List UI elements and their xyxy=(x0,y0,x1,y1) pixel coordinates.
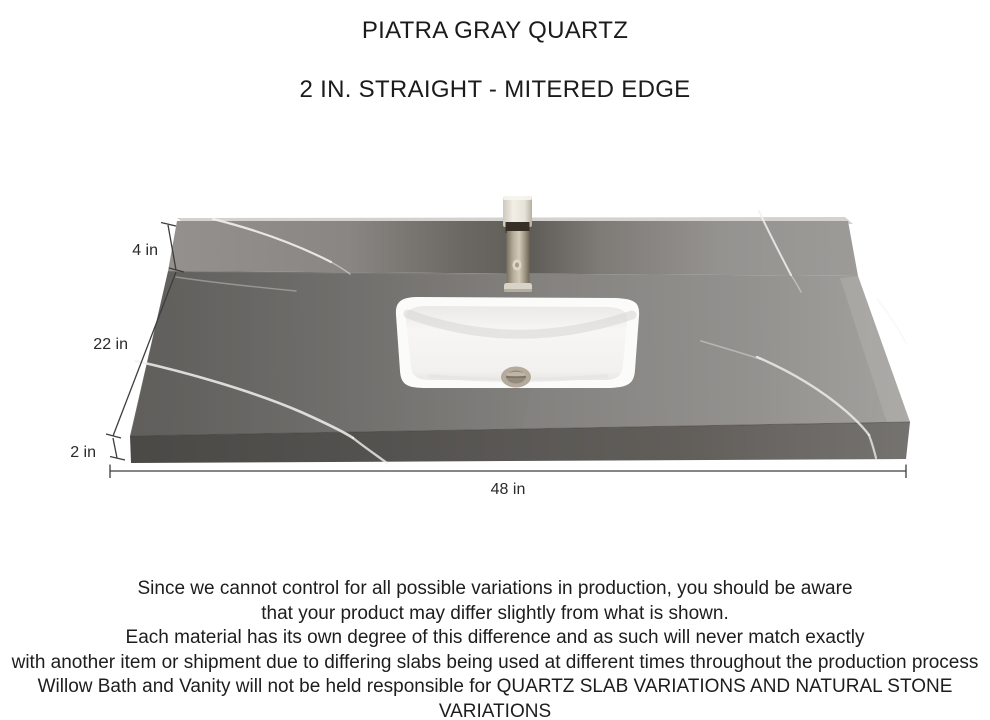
dimension-label-edge-thickness: 2 in xyxy=(70,444,96,461)
disclaimer xyxy=(0,577,990,720)
disclaimer-line: with another item or shipment due to differing slabs being used at different times throughout the production process xyxy=(11,651,979,673)
dimension-label-depth: 22 in xyxy=(93,336,128,353)
faucet xyxy=(503,196,532,292)
dimension-label-width: 48 in xyxy=(490,481,526,498)
disclaimer-line: Since we cannot control for all possible variations in production, you should be aware xyxy=(137,578,853,599)
dim-tick xyxy=(110,457,125,461)
faucet-head-highlight xyxy=(503,196,532,200)
page-subtitle: 2 IN. STRAIGHT - MITERED EDGE xyxy=(299,76,691,103)
disclaimer-line: Willow Bath and Vanity will not be held responsible for QUARTZ SLAB VARIATIONS AND NATURAL STONE VARIATIONS xyxy=(37,676,953,720)
countertop-render xyxy=(130,196,910,463)
disclaimer-line: Each material has its own degree of this difference and as such will never match exactly xyxy=(125,627,865,648)
faucet-body xyxy=(507,231,530,286)
vein xyxy=(877,299,906,343)
faucet-base-shadow xyxy=(504,289,532,292)
disclaimer-line: that your product may differ slightly from what is shown. xyxy=(261,602,729,624)
dim-line-edge-thickness xyxy=(113,438,117,458)
faucet-handle-dot-inner xyxy=(515,263,519,268)
sink xyxy=(396,297,639,388)
dimension-label-backsplash-height: 4 in xyxy=(132,242,158,259)
page-title: PIATRA GRAY QUARTZ xyxy=(361,17,629,44)
